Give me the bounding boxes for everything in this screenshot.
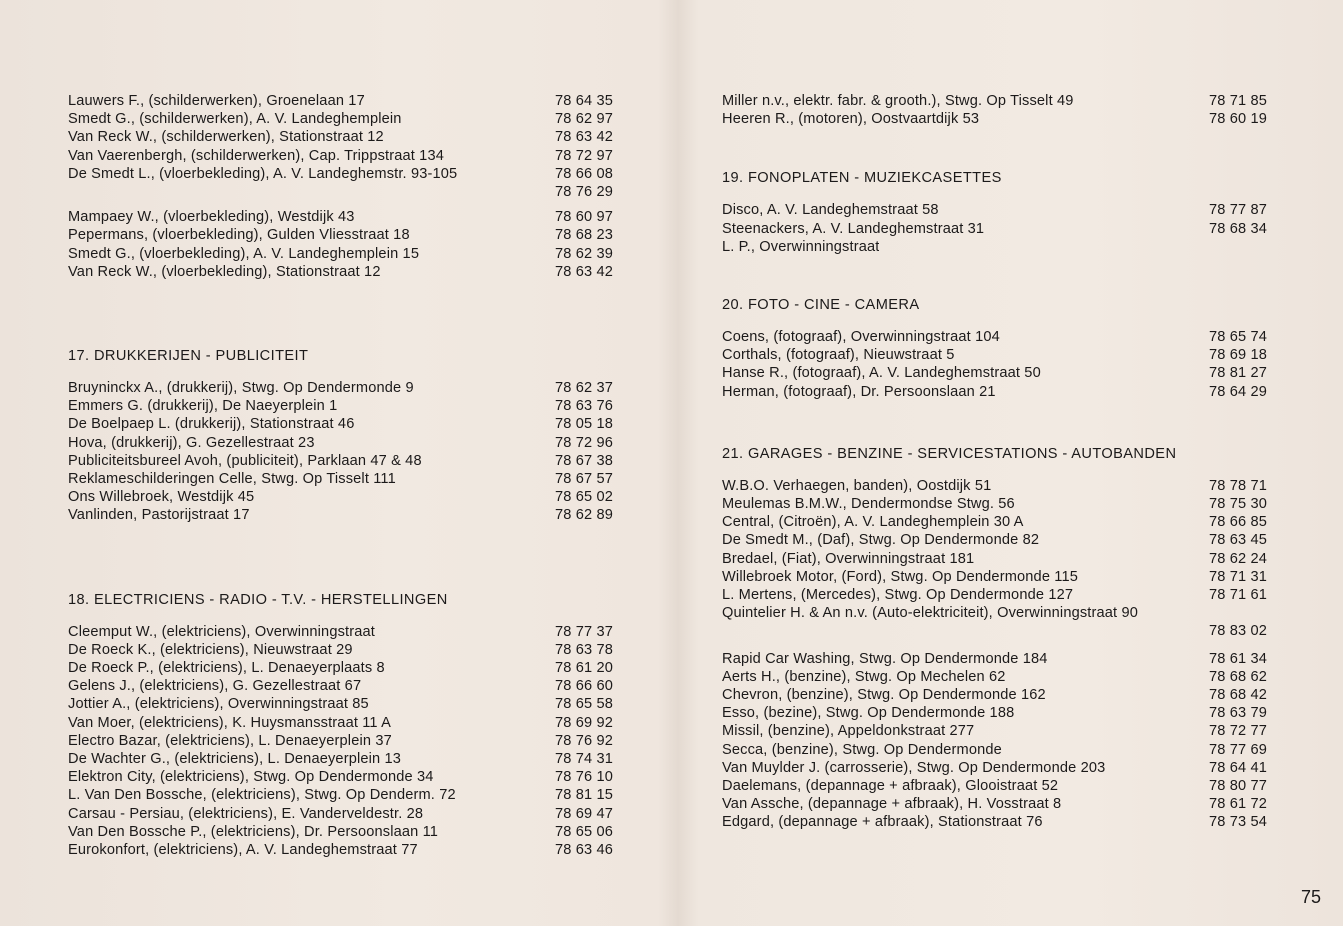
listing-row [68,397,613,415]
listing-name: Miller n.v., elektr. fabr. & grooth.), Stwg. Op Tisselt 49 [722,93,1074,109]
phone-number: 78 72 97 [554,147,613,164]
listing-row [722,531,1267,549]
phone-number: 78 64 41 [1208,759,1267,776]
listing-name: Electro Bazar, (elektriciens), L. Denaeyerplein 37 [68,732,392,749]
listing-name: Emmers G. (drukkerij), De Naeyerplein 1 [68,398,338,415]
spacer [722,641,1267,650]
listing-row [722,568,1267,586]
listing-name: Jottier A., (elektriciens), Overwinningstraat 85 [68,696,369,713]
phone-number: 78 61 20 [554,660,613,677]
listing-name: Van Vaerenbergh, (schilderwerken), Cap. Trippstraat 134 [68,147,444,164]
listing-row [68,379,613,397]
listing-row [68,677,613,695]
spacer [68,525,613,591]
listing-row [68,245,613,263]
listing-block-electro-continued [722,92,1267,128]
listing-name: L. Van Den Bossche, (elektriciens), Stwg. Op Denderm. 72 [68,787,456,804]
listing-row [722,777,1267,795]
phone-number: 78 75 30 [1208,496,1267,513]
listing-name: De Wachter G., (elektriciens), L. Denaeyerplein 13 [68,751,402,768]
listing-name: Hova, (drukkerij), G. Gezellestraat 23 [68,434,315,451]
listing-name: Quintelier H. & An n.v. (Auto-elektriciteit), Overwinningstraat 90 [722,605,1138,622]
spacer [68,281,613,347]
listing-row [722,328,1267,346]
phone-number: 78 65 06 [554,823,613,840]
listing-name: Heeren R., (motoren), Oostvaartdijk 53 [722,111,980,128]
section-heading-18: 18. ELECTRICIENS - RADIO - T.V. - HERSTELLINGEN [68,591,448,608]
phone-number: 78 80 77 [1208,778,1267,795]
right-column [722,92,1267,832]
listing-block-painters [68,92,613,201]
phone-number: 78 62 89 [554,507,613,524]
section-heading-17: 17. DRUKKERIJEN - PUBLICITEIT [68,348,309,365]
section-18-list [68,623,613,860]
listing-row [722,346,1267,364]
phone-number: 78 68 23 [554,227,613,244]
phone-number: 78 77 69 [1208,741,1267,758]
listing-name: W.B.O. Verhaegen, banden), Oostdijk 51 [722,477,992,494]
listing-name: De Smedt L., (vloerbekleding), A. V. Landeghemstr. 93-105 [68,165,458,182]
listing-name: Van Muylder J. (carrosserie), Stwg. Op Dendermonde 203 [722,759,1106,776]
listing-name: Publiciteitsbureel Avoh, (publiciteit), Parklaan 47 & 48 [68,452,422,469]
phone-number: 78 62 24 [1208,550,1267,567]
listing-row [722,238,1267,256]
phone-number: 78 66 08 [554,165,613,182]
phone-number: 78 71 31 [1208,568,1267,585]
listing-name: Eurokonfort, (elektriciens), A. V. Landeghemstraat 77 [68,842,418,859]
listing-name: L. Mertens, (Mercedes), Stwg. Op Dendermonde 127 [722,587,1074,604]
phone-number: 78 77 37 [554,623,613,640]
section-17-list [68,379,613,525]
listing-name: De Roeck K., (elektriciens), Nieuwstraat 29 [68,641,353,658]
phone-number: 78 71 85 [1208,93,1267,109]
listing-row [68,841,613,859]
phone-number: 78 65 74 [1208,329,1267,346]
phone-number: 78 66 60 [554,678,613,695]
phone-number: 78 63 46 [554,842,613,859]
listing-row [68,695,613,713]
listing-name: Edgard, (depannage + afbraak), Stationstraat 76 [722,814,1043,831]
listing-name: Vanlinden, Pastorijstraat 17 [68,507,250,524]
phone-number: 78 77 87 [1208,202,1267,219]
listing-row [68,92,613,110]
phone-number: 78 72 77 [1208,723,1267,740]
listing-name: Steenackers, A. V. Landeghemstraat 31 [722,220,985,237]
phone-number: 78 83 02 [1208,623,1267,640]
spacer [68,201,613,208]
listing-row [722,586,1267,604]
phone-number: 78 68 62 [1208,668,1267,685]
listing-row [722,622,1267,640]
listing-name: Rapid Car Washing, Stwg. Op Dendermonde 184 [722,650,1048,667]
listing-row [68,110,613,128]
section-heading-21: 21. GARAGES - BENZINE - SERVICESTATIONS - AUTOBANDEN [722,445,1177,462]
spacer [722,401,1267,445]
listing-name: Lauwers F., (schilderwerken), Groenelaan 17 [68,93,365,109]
listing-row [722,668,1267,686]
listing-row [68,750,613,768]
listing-row [68,714,613,732]
listing-name: Elektron City, (elektriciens), Stwg. Op Dendermonde 34 [68,769,434,786]
phone-number: 78 81 27 [1208,365,1267,382]
listing-name: Smedt G., (vloerbekleding), A. V. Landeghemplein 15 [68,245,420,262]
listing-row [722,722,1267,740]
listing-row [722,383,1267,401]
listing-name: Van Den Bossche P., (elektriciens), Dr. Persoonslaan 11 [68,823,439,840]
phone-number: 78 67 57 [554,471,613,488]
phone-number: 78 68 34 [1208,220,1267,237]
phone-number: 78 65 02 [554,489,613,506]
phone-number: 78 67 38 [554,452,613,469]
phone-number: 78 05 18 [554,416,613,433]
listing-row [68,263,613,281]
phone-number: 78 74 31 [554,751,613,768]
listing-row [68,165,613,183]
spacer [722,314,1267,328]
listing-row [722,813,1267,831]
listing-name: Bredael, (Fiat), Overwinningstraat 181 [722,550,975,567]
phone-number: 78 65 58 [554,696,613,713]
listing-row [722,201,1267,219]
listing-row [722,495,1267,513]
listing-row [68,768,613,786]
section-heading-20: 20. FOTO - CINE - CAMERA [722,297,920,314]
listing-name: Van Moer, (elektriciens), K. Huysmansstraat 11 A [68,714,391,731]
listing-name: Reklameschilderingen Celle, Stwg. Op Tisselt 111 [68,471,396,488]
listing-row [68,659,613,677]
phone-number: 78 62 39 [554,245,613,262]
listing-row [722,604,1267,622]
phone-number: 78 62 37 [554,380,613,397]
listing-name: Corthals, (fotograaf), Nieuwstraat 5 [722,347,955,364]
listing-row [722,795,1267,813]
listing-name: Smedt G., (schilderwerken), A. V. Landeghemplein [68,111,402,128]
listing-name: Aerts H., (benzine), Stwg. Op Mechelen 62 [722,668,1006,685]
phone-number: 78 76 10 [554,769,613,786]
phone-number: 78 60 19 [1208,111,1267,128]
spacer [68,609,613,623]
spacer [68,365,613,379]
phone-number: 78 69 92 [554,714,613,731]
listing-row [68,786,613,804]
listing-name: Gelens J., (elektriciens), G. Gezellestraat 67 [68,678,362,695]
listing-row [68,488,613,506]
listing-name: L. P., Overwinningstraat [722,238,880,255]
listing-name: Mampaey W., (vloerbekleding), Westdijk 43 [68,209,355,226]
listing-row [68,128,613,146]
listing-row [68,805,613,823]
listing-row [68,415,613,433]
phone-number: 78 61 72 [1208,796,1267,813]
listing-row [68,470,613,488]
phone-number: 78 63 42 [554,263,613,280]
phone-number: 78 63 78 [554,641,613,658]
listing-name: Daelemans, (depannage + afbraak), Glooistraat 52 [722,778,1059,795]
section-21-list [722,477,1267,641]
listing-row [722,477,1267,495]
phone-number: 78 63 42 [554,129,613,146]
spacer [722,256,1267,296]
listing-name: Esso, (bezine), Stwg. Op Dendermonde 188 [722,705,1015,722]
listing-name: Meulemas B.M.W., Dendermondse Stwg. 56 [722,496,1015,513]
phone-number: 78 69 47 [554,805,613,822]
listing-row [68,208,613,226]
listing-row [722,550,1267,568]
listing-row [68,623,613,641]
listing-name: Hanse R., (fotograaf), A. V. Landeghemstraat 50 [722,365,1041,382]
spacer [722,463,1267,477]
page-number: 75 [1300,887,1321,907]
phone-number: 78 66 85 [1208,514,1267,531]
spacer [722,128,1267,169]
listing-name: Central, (Citroën), A. V. Landeghemplein 30 A [722,514,1024,531]
listing-name: Secca, (benzine), Stwg. Op Dendermonde [722,741,1002,758]
listing-row [722,92,1267,110]
listing-row [722,650,1267,668]
listing-row [722,741,1267,759]
listing-name: Ons Willebroek, Westdijk 45 [68,489,255,506]
phone-number: 78 63 79 [1208,705,1267,722]
listing-row [722,364,1267,382]
section-heading-19: 19. FONOPLATEN - MUZIEKCASETTES [722,170,1002,187]
left-column [68,92,613,859]
listing-name: De Smedt M., (Daf), Stwg. Op Dendermonde 82 [722,532,1040,549]
listing-row [68,732,613,750]
phone-number: 78 69 18 [1208,347,1267,364]
listing-name: Cleemput W., (elektriciens), Overwinningstraat [68,623,375,640]
listing-name: Herman, (fotograaf), Dr. Persoonslaan 21 [722,383,996,400]
listing-name: Pepermans, (vloerbekleding), Gulden Vliesstraat 18 [68,227,410,244]
section-19-list [722,201,1267,256]
listing-name: Missil, (benzine), Appeldonkstraat 277 [722,723,975,740]
spacer [722,187,1267,201]
listing-row [68,506,613,524]
listing-name: De Roeck P., (elektriciens), L. Denaeyerplaats 8 [68,660,385,677]
phone-number: 78 76 92 [554,732,613,749]
phone-number: 78 63 76 [554,398,613,415]
phone-number: 78 68 42 [1208,687,1267,704]
phone-number: 78 73 54 [1208,814,1267,831]
phone-number: 78 64 29 [1208,383,1267,400]
section-20-list [722,328,1267,401]
phone-number: 78 63 45 [1208,532,1267,549]
phone-number: 78 71 61 [1208,587,1267,604]
listing-name: Disco, A. V. Landeghemstraat 58 [722,202,939,219]
phone-number: 78 60 97 [554,209,613,226]
listing-block-flooring [68,208,613,281]
listing-row [68,452,613,470]
listing-row [722,759,1267,777]
listing-row [722,686,1267,704]
listing-row [722,513,1267,531]
phone-number: 78 61 34 [1208,650,1267,667]
listing-row [68,226,613,244]
phone-number: 78 78 71 [1208,477,1267,494]
listing-row [68,823,613,841]
phone-number: 78 76 29 [554,184,613,201]
listing-name: Chevron, (benzine), Stwg. Op Dendermonde 162 [722,687,1046,704]
listing-name: De Boelpaep L. (drukkerij), Stationstraat 46 [68,416,355,433]
phone-number: 78 72 96 [554,434,613,451]
listing-name: Bruyninckx A., (drukkerij), Stwg. Op Dendermonde 9 [68,380,414,397]
listing-row [68,183,613,201]
listing-name: Van Assche, (depannage + afbraak), H. Vosstraat 8 [722,796,1062,813]
listing-row [722,220,1267,238]
phone-number: 78 81 15 [554,787,613,804]
listing-name: Willebroek Motor, (Ford), Stwg. Op Dendermonde 115 [722,568,1079,585]
listing-row [722,110,1267,128]
listing-row [68,147,613,165]
listing-row [68,641,613,659]
phone-number: 78 62 97 [554,111,613,128]
listing-row [68,434,613,452]
listing-name: Van Reck W., (schilderwerken), Stationstraat 12 [68,129,384,146]
listing-name: Coens, (fotograaf), Overwinningstraat 104 [722,329,1000,346]
phone-number: 78 64 35 [554,93,613,109]
listing-name: Van Reck W., (vloerbekleding), Stationstraat 12 [68,263,381,280]
listing-row [722,704,1267,722]
section-21-list-continued [722,650,1267,832]
listing-name: Carsau - Persiau, (elektriciens), E. Vanderveldestr. 28 [68,805,424,822]
